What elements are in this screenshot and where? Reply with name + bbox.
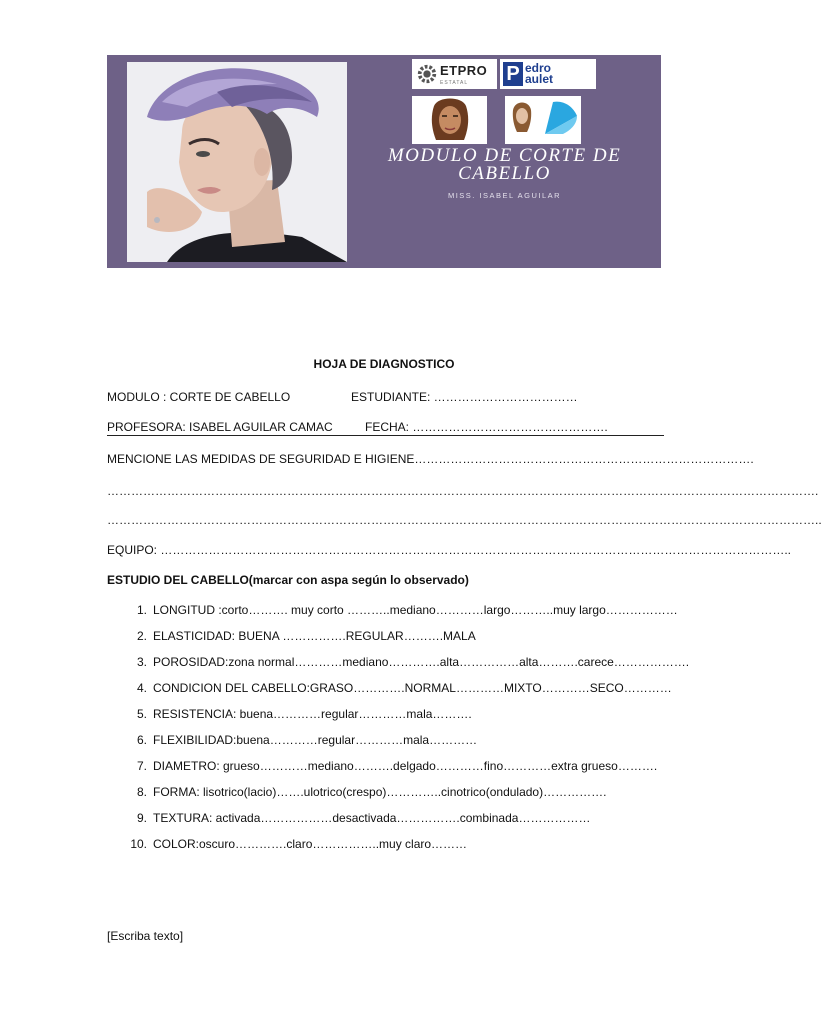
- fecha-field: FECHA: ………………………………………….: [365, 420, 608, 434]
- equipo-field: EQUIPO: …………………………………………………………………………………………………………………………………………..: [107, 543, 792, 557]
- footer-placeholder: [Escriba texto]: [107, 929, 184, 943]
- estudiante-field: ESTUDIANTE: ………………………………: [351, 390, 578, 404]
- cetpro-logo-text: ETPRO: [440, 63, 488, 78]
- list-item-text: LONGITUD :corto………. muy corto ………..mediano…………largo………..muy largo………………: [153, 603, 678, 617]
- cover-banner: [107, 55, 661, 268]
- answer-line-1: …………………………………………………………………………………………………………………………………………………………….: [107, 484, 819, 498]
- banner-subtitle: MISS. ISABEL AGUILAR: [447, 191, 562, 200]
- estudio-heading-bold: ESTUDIO DEL CABELLO: [107, 573, 249, 587]
- profesora-label: PROFESORA: ISABEL AGUILAR CAMAC: [107, 420, 333, 434]
- list-item-number: 9.: [136, 811, 147, 825]
- list-item-text: TEXTURA: activada………………desactivada…………….combinada………………: [153, 811, 591, 825]
- list-item-text: FLEXIBILIDAD:buena…………regular…………mala…………: [153, 733, 478, 747]
- list-item-number: 8.: [136, 785, 147, 799]
- document-title: HOJA DE DIAGNOSTICO: [313, 357, 455, 371]
- list-item-number: 2.: [136, 629, 147, 643]
- header-divider: [107, 435, 664, 436]
- list-item-text: CONDICION DEL CABELLO:GRASO………….NORMAL…………MIXTO…………SECO…………: [153, 681, 672, 695]
- list-item-text: POROSIDAD:zona normal…………mediano………….alta……………alta……….carece……………….: [153, 655, 690, 669]
- list-item-text: RESISTENCIA: buena…………regular…………mala……….: [153, 707, 472, 721]
- banner-title-line1: MODULO DE CORTE DE: [387, 145, 622, 166]
- modulo-row: [107, 390, 290, 404]
- banner-title-line2: CABELLO: [458, 163, 551, 184]
- institution-logos: [412, 59, 598, 89]
- haircut-woman-thumbnail: [412, 96, 487, 144]
- list-item-text: DIAMETRO: grueso…………mediano……….delgado…………fino…………extra grueso……….: [153, 759, 658, 773]
- list-item-text: COLOR:oscuro………….claro……………..muy claro………: [153, 837, 468, 851]
- model-portrait-image: [127, 62, 347, 262]
- pedro-paulet-logo-word1: edro: [525, 60, 552, 75]
- gear-icon: [416, 63, 438, 85]
- list-item-number: 4.: [136, 681, 147, 695]
- pedro-paulet-logo-letter: P: [503, 62, 523, 86]
- list-item-number: 5.: [136, 707, 147, 721]
- modulo-label: MODULO : CORTE DE CABELLO: [107, 390, 291, 404]
- estudio-heading: [107, 573, 469, 587]
- pedro-paulet-logo: [500, 59, 596, 89]
- list-item-number: 3.: [136, 655, 147, 669]
- list-item-text: ELASTICIDAD: BUENA …………….REGULAR……….MALA: [153, 629, 476, 643]
- list-item-number: 1.: [136, 603, 147, 617]
- banner-title: [352, 147, 657, 183]
- list-item-number: 7.: [136, 759, 147, 773]
- estudio-heading-rest: (marcar con aspa según lo observado): [248, 573, 469, 587]
- list-item-number: 6.: [136, 733, 147, 747]
- cetpro-logo: [412, 59, 497, 89]
- answer-line-2: ……………………………………………………………………………………………………………………………………………………………..: [107, 513, 822, 527]
- list-item-text: FORMA: lisotrico(lacio)…….ulotrico(crespo)…………..cinotrico(ondulado)…………….: [153, 785, 607, 799]
- medidas-question: MENCIONE LAS MEDIDAS DE SEGURIDAD E HIGIENE………………………………………………………………………….: [107, 452, 754, 466]
- pedro-paulet-logo-word2: aulet: [525, 72, 554, 86]
- mannequin-fan-thumbnail: [505, 96, 581, 144]
- cetpro-logo-subtext: ESTATAL: [440, 80, 469, 86]
- list-item-number: 10.: [130, 837, 147, 851]
